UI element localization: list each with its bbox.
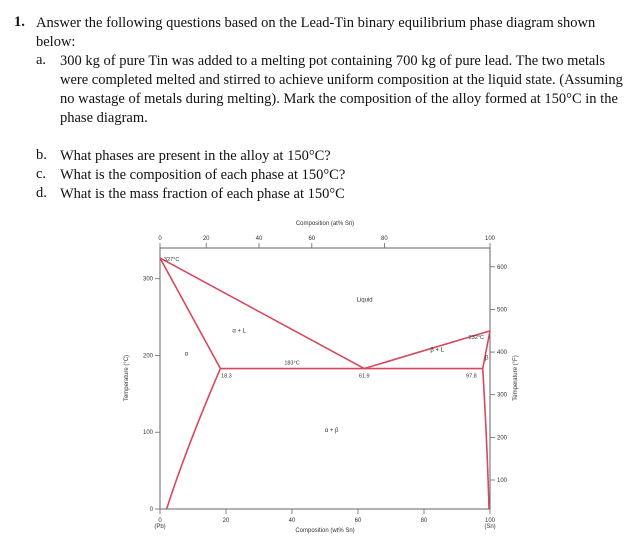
plot-frame: [160, 248, 490, 509]
right-end-label: (Sn): [484, 524, 496, 530]
x-tick-label-top: 40: [255, 236, 263, 242]
y-tick-label-right: 600: [497, 264, 508, 271]
alpha-liquid-region-label: α + L: [232, 328, 247, 335]
right-axis-title: Temperature (°F): [513, 355, 519, 401]
part-d-label: d.: [36, 185, 47, 201]
alpha-max-solubility-label: 18.3: [221, 373, 232, 380]
question-number: 1.: [14, 14, 25, 30]
y-tick-label-left: 200: [142, 353, 153, 360]
x-tick-label-bottom: 20: [222, 518, 230, 524]
part-b-label: b.: [36, 147, 47, 163]
y-tick-label-left: 300: [142, 276, 153, 283]
x-tick-label-bottom: 80: [420, 518, 428, 524]
y-tick-label-right: 400: [497, 350, 508, 357]
x-tick-label-top: 0: [158, 236, 162, 242]
part-a-label: a.: [36, 52, 47, 68]
solvus-left: [167, 369, 221, 509]
y-tick-label-right: 500: [497, 307, 508, 314]
y-tick-label-left: 0: [149, 507, 153, 513]
bottom-axis-title: Composition (wt% Sn): [295, 528, 355, 534]
part-a-text: 300 kg of pure Tin was added to a melting pot containing 700 kg of pure lead. The two metals were completed melted and stirred to achieve uniform composition at the liquid state. (Assuming no wastage of metals during melting). Mark the composition of the alloy formed at 150°C in the phase diagram.: [60, 53, 623, 126]
solvus-right: [483, 369, 489, 509]
question-intro: Answer the following questions based on the Lead-Tin binary equilibrium phase diagram shown below:: [36, 15, 596, 50]
x-tick-label-top: 80: [381, 236, 388, 242]
top-axis-title: Composition (at% Sn): [295, 221, 355, 227]
x-tick-label-bottom: 40: [288, 518, 296, 524]
alpha-region-label: α: [184, 351, 189, 358]
liquid-region-label: Liquid: [356, 297, 373, 304]
x-tick-label-top: 60: [308, 236, 316, 242]
left-end-label: (Pb): [154, 524, 166, 530]
part-c-label: c.: [36, 166, 47, 182]
eutectic-temperature-label: 183°C: [284, 360, 300, 367]
sn-melting-point-label: 232°C: [468, 334, 484, 341]
x-tick-label-bottom: 0: [158, 518, 162, 524]
y-tick-label-right: 300: [497, 392, 508, 399]
y-tick-label-right: 100: [497, 478, 508, 484]
y-tick-label-left: 100: [142, 430, 153, 437]
x-tick-label-top: 20: [202, 236, 210, 242]
alpha-beta-region-label: α + β: [324, 428, 339, 435]
part-c-text: What is the composition of each phase at 150°C?: [60, 167, 346, 183]
part-b-text: What phases are present in the alloy at 150°C?: [60, 148, 331, 164]
beta-max-solubility-label: 97.8: [466, 373, 477, 380]
part-d-text: What is the mass fraction of each phase at 150°C: [60, 186, 345, 202]
x-tick-label-top: 100: [484, 236, 496, 242]
left-axis-title: Temperature (°C): [124, 354, 130, 402]
beta-region-label: β: [484, 355, 489, 362]
beta-liquid-region-label: β + L: [430, 347, 445, 354]
pb-melting-point-label: 327°C: [164, 256, 180, 263]
x-tick-label-bottom: 100: [484, 518, 496, 524]
y-tick-label-right: 200: [497, 435, 508, 442]
x-tick-label-bottom: 60: [354, 518, 362, 524]
eutectic-composition-label: 61.9: [358, 373, 370, 380]
